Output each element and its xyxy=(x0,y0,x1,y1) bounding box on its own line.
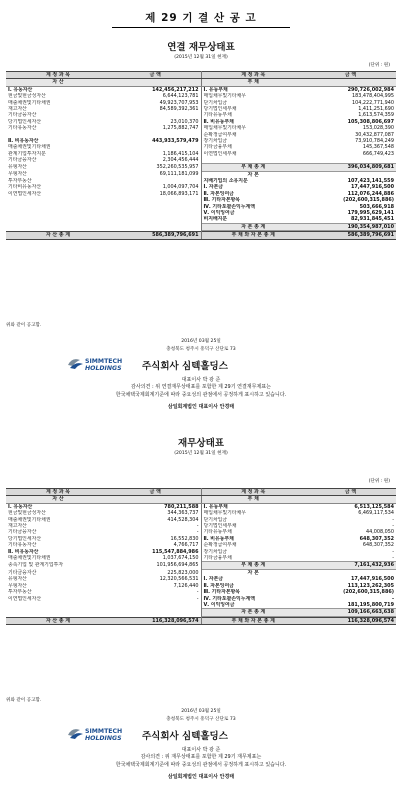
liability-account: Ⅴ. 이익잉여금 xyxy=(203,210,235,217)
liability-amount: - xyxy=(392,548,394,555)
liability-amount: 6,513,125,584 xyxy=(354,503,394,510)
asset-account: 이연법인세자산 xyxy=(8,595,42,602)
balance-sheet-table xyxy=(6,71,396,240)
table-row xyxy=(6,562,396,569)
unit-label: (단위 : 원) xyxy=(368,63,390,68)
table-row xyxy=(6,569,396,576)
liability-amount: - xyxy=(392,555,394,562)
asset-account: Ⅱ. 비유동자산 xyxy=(8,138,39,145)
date-signed: 2016년 03월 25일 xyxy=(181,709,221,714)
asset-account: 당기법인세자산 xyxy=(8,118,42,125)
document-title: 제 29 기 결 산 공 고 xyxy=(145,12,257,24)
asset-account: 투자부동산 xyxy=(8,178,32,184)
header-amount: 금 액 xyxy=(110,72,201,79)
liability-account: 이연법인세부채 xyxy=(203,150,237,157)
liability-account: 부 채 총 계 xyxy=(201,164,305,171)
liability-amount: 666,749,423 xyxy=(362,150,394,157)
liability-amount: 179,995,629,141 xyxy=(347,210,394,217)
note-text: 위와 같이 공고함. xyxy=(6,323,42,328)
asset-amount: 49,923,707,953 xyxy=(110,100,201,106)
liability-account: 자 본 총 계 xyxy=(201,609,305,616)
asset-account: 유형자산 xyxy=(8,164,27,171)
empty-cell xyxy=(305,79,396,86)
total-liabilities-equity-label: 부 채 와 자 본 총 계 xyxy=(201,232,305,239)
liability-amount: 290,726,002,984 xyxy=(347,86,394,93)
table-row xyxy=(6,609,396,616)
header-account: 계 정 과 목 xyxy=(6,489,110,496)
asset-account: 매출채권및기타채권 xyxy=(8,99,51,106)
asset-amount: 101,956,694,865 xyxy=(110,562,201,569)
asset-account: Ⅰ. 유동자산 xyxy=(8,503,33,510)
asset-account: 기타금융자산 xyxy=(8,569,37,576)
liability-amount xyxy=(305,171,396,178)
address: 충청북도 청주시 흥덕구 산단로 73 xyxy=(166,346,236,352)
total-liabilities-equity-value: 586,389,796,691 xyxy=(305,232,396,239)
asset-amount: 780,211,588 xyxy=(110,503,201,510)
asset-account: 기타유동자산 xyxy=(8,542,37,549)
liability-account: Ⅲ. 기타자본항목 xyxy=(203,197,241,204)
liability-account: 부 채 총 계 xyxy=(201,562,305,569)
liability-amount: 107,423,141,559 xyxy=(347,178,394,184)
note-text: 위와 같이 공고함. xyxy=(6,698,42,703)
asset-amount: 69,111,181,099 xyxy=(110,171,201,178)
section-date: (2015년 12월 31일 현재) xyxy=(174,55,228,60)
asset-account: 기타유동자산 xyxy=(8,125,37,132)
liability-account: Ⅰ. 유동부채 xyxy=(203,503,228,510)
asset-amount: - xyxy=(110,523,201,529)
asset-amount: 1,186,415,104 xyxy=(110,151,201,157)
liability-amount: - xyxy=(392,523,394,530)
liability-account: 기타유동부채 xyxy=(203,112,232,119)
liability-account: Ⅲ. 기타자본항목 xyxy=(203,589,241,596)
assets-heading: 자 산 xyxy=(6,79,110,86)
liability-account: Ⅳ. 기타포괄손익누계액 xyxy=(203,203,255,210)
asset-account: 재고자산 xyxy=(8,106,27,113)
simmtech-logo-icon xyxy=(66,724,126,744)
empty-cell xyxy=(110,79,201,86)
table-row xyxy=(6,216,396,223)
asset-amount: 142,456,217,212 xyxy=(110,86,201,93)
liability-amount: 105,308,806,697 xyxy=(347,118,394,125)
liability-account: 순확정급여부채 xyxy=(203,131,237,138)
assets-heading: 자 산 xyxy=(6,496,110,503)
company-name: 주식회사 심텍홀딩스 xyxy=(142,361,228,372)
liability-account: 단기차입금 xyxy=(203,516,228,523)
asset-amount: 23,010,370 xyxy=(110,119,201,125)
asset-amount: 352,260,535,957 xyxy=(110,164,201,171)
title-underline xyxy=(112,27,290,28)
total-row xyxy=(6,617,396,624)
liability-account: Ⅱ. 자본잉여금 xyxy=(203,190,234,197)
liability-account: Ⅰ. 자본금 xyxy=(203,576,224,583)
total-liabilities-equity-label: 부 채 와 자 본 총 계 xyxy=(201,617,305,624)
unit-label: (단위 : 원) xyxy=(368,479,390,484)
asset-account: 매출채권및기타채권 xyxy=(8,144,51,151)
liability-account: 장기차입금 xyxy=(203,138,228,145)
liability-account: 매입채무및기타채무 xyxy=(203,93,247,100)
auditor-name: 삼일회계법인 대표이사 안경태 xyxy=(167,774,235,781)
asset-amount: 115,547,884,986 xyxy=(110,549,201,555)
liability-amount: (202,600,315,886) xyxy=(343,197,394,204)
liability-amount: 181,195,800,719 xyxy=(347,601,394,608)
asset-amount: 7,126,440 xyxy=(110,583,201,589)
asset-account: 관계기업투자지분 xyxy=(8,150,46,157)
table-row xyxy=(6,555,396,562)
liability-amount: 396,034,809,681 xyxy=(305,164,396,171)
table-subheader-row xyxy=(6,496,396,503)
date-signed: 2016년 03월 25일 xyxy=(181,339,221,344)
liability-amount: 1,613,574,359 xyxy=(358,112,394,119)
table-header-row xyxy=(6,72,396,79)
liability-account: 기타금융부채 xyxy=(203,555,232,562)
liability-account: 당기법인세부채 xyxy=(203,523,237,530)
liability-account: Ⅴ. 이익잉여금 xyxy=(203,601,235,608)
logo-text-bottom: HOLDINGS xyxy=(85,735,122,742)
asset-amount: 225,823,000 xyxy=(110,569,201,576)
header-amount: 금 액 xyxy=(305,72,396,79)
liability-account: 자 본 xyxy=(247,569,259,576)
liability-amount: 82,931,845,451 xyxy=(350,216,394,223)
asset-account: 무형자산 xyxy=(8,582,27,589)
liability-account: Ⅰ. 자본금 xyxy=(203,184,224,191)
audit-opinion-line-1: 감사의견 : 위 연결재무상태표를 포함한 제 29기 연결재무제표는 xyxy=(131,384,271,390)
liability-amount: 17,447,916,500 xyxy=(350,184,394,191)
liability-amount: 145,367,548 xyxy=(362,144,394,151)
liability-account: Ⅰ. 유동부채 xyxy=(203,86,228,93)
table-header-row xyxy=(6,489,396,496)
asset-amount: 1,004,097,704 xyxy=(110,184,201,190)
asset-amount: 16,552,830 xyxy=(110,536,201,542)
asset-amount: 12,320,566,531 xyxy=(110,576,201,582)
liability-amount: 7,161,432,936 xyxy=(305,562,396,569)
asset-account xyxy=(6,602,110,609)
liability-amount: 109,166,663,638 xyxy=(305,609,396,616)
liability-amount: - xyxy=(392,516,394,523)
liability-account: 장기차입금 xyxy=(203,548,228,555)
header-amount: 금 액 xyxy=(305,489,396,496)
asset-account: 투자부동산 xyxy=(8,589,32,596)
liability-amount: 1,411,251,690 xyxy=(358,106,394,113)
liability-amount: 113,123,262,305 xyxy=(347,582,394,589)
asset-account: 유형자산 xyxy=(8,576,27,583)
asset-amount: 414,528,304 xyxy=(110,517,201,523)
logo-text-top: SIMMTECH xyxy=(85,358,123,365)
asset-account: 기타비유동자산 xyxy=(8,184,42,191)
asset-amount: - xyxy=(110,529,201,535)
asset-account: 매출채권및기타채권 xyxy=(8,555,51,562)
asset-amount: - xyxy=(110,596,201,602)
liability-account: 매입채무및기타채무 xyxy=(203,510,247,517)
liability-account: 기타유동부채 xyxy=(203,529,232,536)
asset-amount xyxy=(110,216,201,223)
table-row xyxy=(6,602,396,609)
asset-account: 당기법인세자산 xyxy=(8,535,42,542)
liabilities-heading: 부 채 xyxy=(201,79,305,86)
header-amount: 금 액 xyxy=(110,489,201,496)
liabilities-heading: 부 채 xyxy=(201,496,305,503)
liability-amount: 104,222,771,940 xyxy=(351,99,394,106)
separate-footer xyxy=(0,697,402,780)
total-liabilities-equity-value: 116,328,096,574 xyxy=(305,617,396,624)
asset-amount xyxy=(110,602,201,609)
simmtech-logo-icon xyxy=(66,354,126,374)
empty-cell xyxy=(305,496,396,503)
liability-account: Ⅱ. 비유동부채 xyxy=(203,118,234,125)
header-account: 계 정 과 목 xyxy=(201,72,305,79)
section-title: 연결 재무상태표 xyxy=(167,42,235,53)
liability-account: Ⅳ. 기타포괄손익누계액 xyxy=(203,595,255,602)
liability-account: 지배기업의 소유지분 xyxy=(203,178,248,184)
liability-amount: 648,307,352 xyxy=(359,535,394,542)
balance-sheet-table xyxy=(6,488,396,625)
liability-amount: 153,028,390 xyxy=(362,125,394,132)
asset-account: 기타금융자산 xyxy=(8,157,37,164)
ceo-name: 대표이사 박 광 준 xyxy=(181,747,221,753)
table-row xyxy=(6,503,396,510)
header-account: 계 정 과 목 xyxy=(201,489,305,496)
liability-account: Ⅱ. 자본잉여금 xyxy=(203,582,234,589)
table-row xyxy=(6,223,396,230)
liability-amount: 6,469,117,534 xyxy=(358,510,394,517)
asset-account: 기타금융자산 xyxy=(8,112,37,119)
asset-account: Ⅱ. 비유동자산 xyxy=(8,548,39,555)
section-date: (2015년 12월 31일 현재) xyxy=(174,451,228,456)
audit-opinion-line-2: 한국채택국제회계기준에 따라 중요성의 관점에서 공정하게 표시하고 있습니다. xyxy=(115,761,287,768)
header-account: 계 정 과 목 xyxy=(6,72,110,79)
asset-account: 현금및현금성자산 xyxy=(8,93,46,100)
liability-amount: - xyxy=(391,595,394,602)
liability-amount: 30,432,877,087 xyxy=(355,131,394,138)
asset-account: 매출채권및기타채권 xyxy=(8,516,51,523)
address: 충청북도 청주시 흥덕구 산단로 73 xyxy=(166,716,236,722)
audit-opinion-line-2: 한국채택국제회계기준에 따라 중요성의 관점에서 공정하게 표시하고 있습니다. xyxy=(115,391,287,398)
audit-opinion-line-1: 감사의견 : 위 재무상태표를 포함한 제 29기 재무제표는 xyxy=(140,754,262,760)
liability-account: 자 본 xyxy=(247,171,259,178)
liability-account: 기타금융부채 xyxy=(203,144,232,151)
table-row xyxy=(6,164,396,171)
asset-account: Ⅰ. 유동자산 xyxy=(8,86,33,93)
total-row xyxy=(6,232,396,239)
asset-amount: 344,363,737 xyxy=(110,510,201,516)
asset-account: 기타금융자산 xyxy=(8,529,37,536)
total-assets-label: 자 산 총 계 xyxy=(6,232,110,239)
liability-amount: 503,666,918 xyxy=(359,203,394,210)
consolidated-footer xyxy=(0,322,402,410)
liability-account: 자 본 총 계 xyxy=(201,223,305,230)
liability-amount: 17,447,916,500 xyxy=(350,576,394,583)
liability-account: 단기차입금 xyxy=(203,99,228,106)
total-assets-value: 586,389,796,691 xyxy=(110,232,201,239)
asset-amount xyxy=(110,609,201,616)
asset-amount: 1,275,882,747 xyxy=(110,125,201,131)
asset-amount: 6,644,123,781 xyxy=(110,93,201,99)
logo-text-top: SIMMTECH xyxy=(85,728,123,735)
ceo-name: 대표이사 박 광 준 xyxy=(181,377,221,383)
liability-amount: 190,354,987,010 xyxy=(305,223,396,230)
total-assets-label: 자 산 총 계 xyxy=(6,617,110,624)
asset-account: 현금및현금성자산 xyxy=(8,510,46,517)
asset-amount: 443,933,579,479 xyxy=(110,138,201,144)
auditor-name: 삼일회계법인 대표이사 안경태 xyxy=(167,404,235,411)
asset-account xyxy=(6,223,110,230)
asset-amount: - xyxy=(110,589,201,595)
asset-account xyxy=(6,216,110,223)
section-title: 재무상태표 xyxy=(178,438,224,449)
liability-account: Ⅱ. 비유동부채 xyxy=(203,535,234,542)
liability-amount: 648,307,352 xyxy=(362,542,394,549)
table-subheader-row xyxy=(6,79,396,86)
asset-amount: 2,304,456,444 xyxy=(110,157,201,163)
liability-amount xyxy=(305,569,396,576)
asset-account xyxy=(6,609,110,616)
asset-amount: 4,766,717 xyxy=(110,542,201,548)
table-row xyxy=(6,86,396,93)
company-name: 주식회사 심텍홀딩스 xyxy=(142,731,228,742)
liability-amount: 44,008,050 xyxy=(365,529,394,536)
asset-amount: 84,589,392,361 xyxy=(110,106,201,112)
total-assets-value: 116,328,096,574 xyxy=(110,617,201,624)
table-row xyxy=(6,171,396,178)
asset-account: 재고자산 xyxy=(8,523,27,530)
logo-text-bottom: HOLDINGS xyxy=(85,365,122,372)
liability-account: 순확정급여부채 xyxy=(203,542,237,549)
liability-account: 매입채무및기타채무 xyxy=(203,125,247,132)
liability-account: 비지배지분 xyxy=(203,216,228,223)
asset-amount xyxy=(110,223,201,230)
asset-amount: 18,066,893,171 xyxy=(110,191,201,197)
liability-account: 당기법인세부채 xyxy=(203,106,237,113)
asset-account: 무형자산 xyxy=(8,171,27,178)
asset-account: 종속기업 및 관계기업투자 xyxy=(8,562,64,569)
empty-cell xyxy=(110,496,201,503)
liability-amount: (202,600,315,886) xyxy=(343,589,394,596)
asset-amount: 1,037,674,150 xyxy=(110,555,201,562)
liability-amount: 112,076,244,886 xyxy=(347,190,394,197)
liability-amount: 183,478,404,995 xyxy=(351,93,394,100)
asset-account: 이연법인세자산 xyxy=(8,190,42,197)
liability-amount: 73,910,784,249 xyxy=(355,138,394,145)
